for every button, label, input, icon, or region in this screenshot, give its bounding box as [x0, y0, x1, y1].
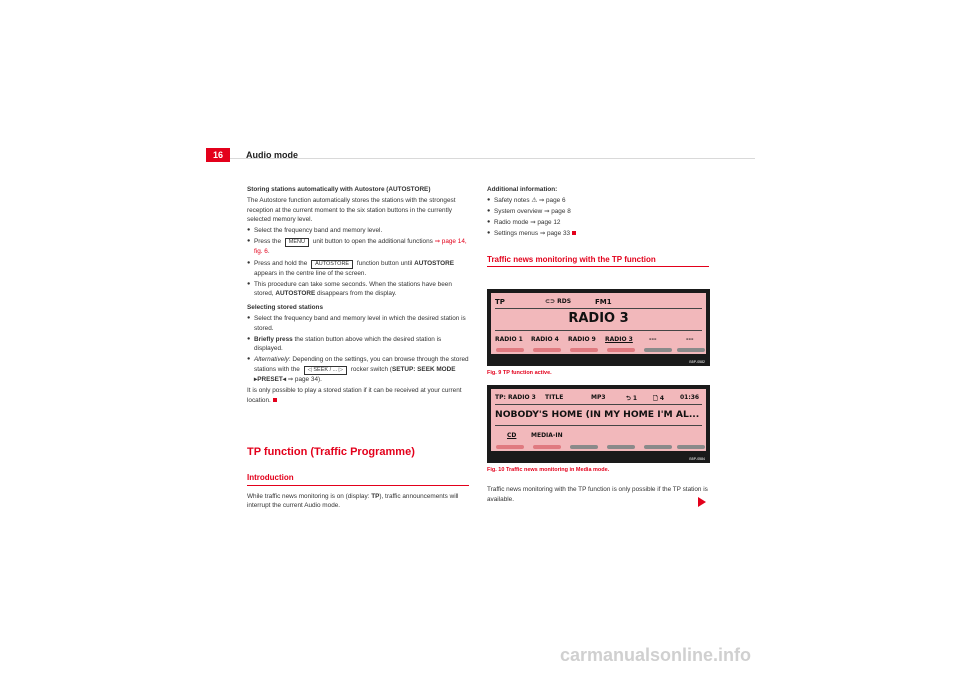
step-1: ● Select the frequency band and memory level. [247, 226, 469, 236]
preset-2: RADIO 4 [531, 336, 559, 343]
page-header [206, 148, 755, 162]
preset-6: --- [686, 336, 694, 343]
intro-text: While traffic news monitoring is on (display: TP), traffic announcements will interrupt the current Audio mode. [247, 492, 459, 510]
header-rule [230, 158, 755, 159]
info-item-safety: ● Safety notes ⚠ ⇒ page 6 [487, 196, 709, 206]
step-2: ● Press the MENU unit button to open the additional functions ⇒ page 14, fig. 6. [247, 237, 469, 257]
display-screen [491, 293, 706, 354]
menu-key: MENU [285, 238, 309, 247]
format-label: MP3 [591, 394, 606, 401]
tp-station: TP: RADIO 3 [495, 394, 536, 401]
display-screen [491, 389, 706, 451]
autostore-key: AUTOSTORE [311, 260, 353, 269]
figure-9-display [487, 289, 710, 366]
step-4: ● This procedure can take some seconds. When the stations have been stored, AUTOSTORE disappears from the display. [247, 280, 469, 299]
figure-10-display [487, 385, 710, 463]
end-mark-icon [572, 231, 576, 235]
autostore-heading: Storing stations automatically with Autostore (AUTOSTORE) [247, 186, 431, 193]
select-step-1: ● Select the frequency band and memory level in which the desired station is stored. [247, 314, 469, 333]
watermark: carmanualsonline.info [560, 645, 752, 665]
media-source: MEDIA-IN [531, 432, 563, 439]
tp-availability-text: Traffic news monitoring with the TP function is only possible if the TP station is available. [487, 486, 708, 503]
step-3: ● Press and hold the AUTOSTORE function button until AUTOSTORE appears in the centre line of the screen. [247, 259, 469, 279]
title-label: TITLE [545, 394, 564, 401]
tp-section-title: Traffic news monitoring with the TP function [487, 254, 656, 264]
rds-icon: ⊂⊃ RDS [545, 298, 572, 305]
select-step-2: ● Briefly press the station button above which the desired station is displayed. [247, 335, 469, 354]
figure-code: B5P-0584 [689, 457, 705, 461]
station-name: RADIO 3 [568, 311, 629, 326]
selecting-heading: Selecting stored stations [247, 303, 323, 311]
preset-5: --- [649, 336, 657, 343]
info-item-settings: ● Settings menus ⇒ page 33 [487, 229, 709, 239]
tp-section-rule [487, 266, 709, 267]
preset-3: RADIO 9 [568, 336, 596, 343]
folder-icon: ⮌ 1 [626, 395, 638, 402]
band-label: FM1 [595, 298, 612, 306]
tp-indicator: TP [495, 298, 505, 306]
track-icon: 🗋 4 [653, 395, 665, 402]
figure-10-caption: Fig. 10 Traffic news monitoring in Media mode. [487, 467, 610, 473]
end-mark-icon [273, 398, 277, 402]
left-column [247, 185, 469, 512]
figure-9-caption: Fig. 9 TP function active. [487, 370, 552, 376]
page-ref-link[interactable]: ⇒ page 14, fig. 6 [254, 238, 467, 256]
intro-rule [247, 485, 469, 486]
figure-code: B5P-0582 [689, 360, 705, 364]
time-readout: 01:36 [680, 394, 700, 401]
preset-4: RADIO 3 [605, 336, 633, 343]
right-column [487, 185, 709, 267]
cd-icon: CD [507, 432, 517, 439]
section-title: TP function (Traffic Programme) [247, 446, 415, 459]
warning-icon: ⚠ [531, 197, 538, 205]
select-step-3: ● Alternatively: Depending on the settings, you can browse through the stored stations with the ◁ SEEK / ... ▷ rocker switch (SETUP: SEEK MODE ▸PRESET◂ ⇒ page 34). [247, 355, 469, 384]
introduction-heading: Introduction [247, 473, 294, 483]
page-number: 16 [206, 148, 230, 162]
preset-1: RADIO 1 [495, 336, 523, 343]
info-item-radio: ● Radio mode ⇒ page 12 [487, 218, 709, 228]
info-item-overview: ● System overview ⇒ page 8 [487, 207, 709, 217]
additional-info-heading: Additional information: [487, 186, 558, 193]
page-title: Audio mode [246, 150, 298, 160]
autostore-intro: The Autostore function automatically stores the stations with the strongest reception at the current moment to the six station buttons in the currently selected memory level. [247, 197, 456, 224]
next-page-arrow-icon[interactable] [698, 497, 706, 507]
seek-key: ◁ SEEK / ... ▷ [304, 366, 347, 375]
location-note: It is only possible to play a stored station if it can be received at your current location. [247, 387, 462, 404]
track-title: NOBODY'S HOME (IN MY HOME I'M AL... [495, 409, 700, 420]
